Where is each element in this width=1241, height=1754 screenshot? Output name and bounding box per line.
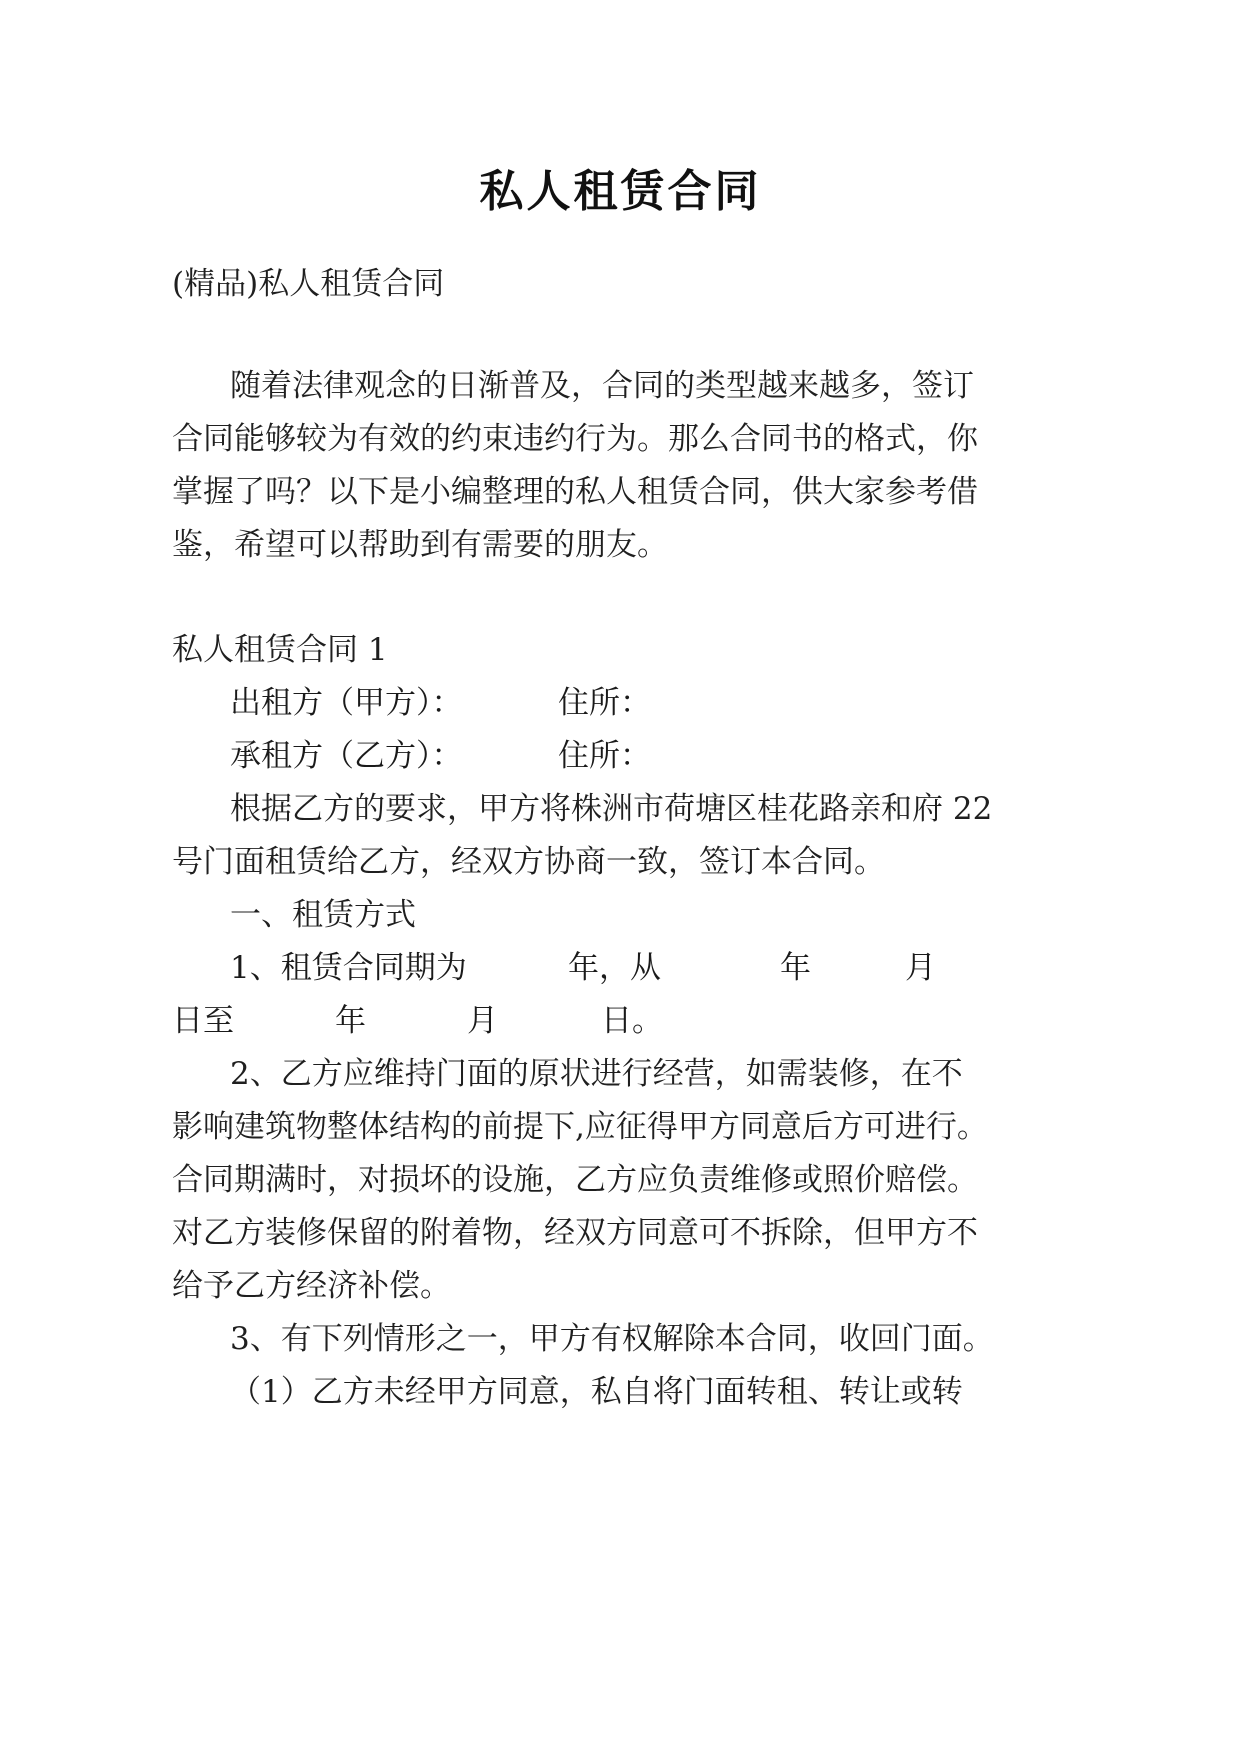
- intro-line-2: 合同能够较为有效的约束违约行为。那么合同书的格式，你: [172, 421, 978, 457]
- item2-line-4: 对乙方装修保留的附着物，经双方同意可不拆除，但甲方不: [172, 1215, 978, 1251]
- document-subtitle: (精品)私人租赁合同: [172, 266, 445, 302]
- term-part3: 年: [780, 950, 811, 986]
- term-part6: 年: [335, 1003, 366, 1039]
- lessee-address-label: 住所：: [558, 738, 651, 774]
- intro-line-3: 掌握了吗？以下是小编整理的私人租赁合同，供大家参考借: [172, 474, 978, 510]
- term-part8: 日。: [601, 1003, 663, 1039]
- term-part2: 年，从: [568, 950, 661, 986]
- term-part1: 1、租赁合同期为: [230, 950, 467, 986]
- lessor-address-label: 住所：: [558, 685, 651, 721]
- item3-sub1-line: （1）乙方未经甲方同意，私自将门面转租、转让或转: [230, 1374, 963, 1410]
- item2-line-2: 影响建筑物整体结构的前提下,应征得甲方同意后方可进行。: [172, 1109, 988, 1145]
- lessee-label: 承租方（乙方）：: [230, 738, 463, 774]
- intro-line-4: 鉴，希望可以帮助到有需要的朋友。: [172, 527, 668, 563]
- section-heading: 私人租赁合同 1: [172, 632, 388, 668]
- document-title: 私人租赁合同: [479, 166, 762, 217]
- term-part5: 日至: [172, 1003, 234, 1039]
- term-part7: 月: [467, 1003, 498, 1039]
- item2-line-3: 合同期满时，对损坏的设施，乙方应负责维修或照价赔偿。: [172, 1162, 978, 1198]
- item3-line: 3、有下列情形之一，甲方有权解除本合同，收回门面。: [230, 1321, 994, 1357]
- basis-line-1: 根据乙方的要求，甲方将株洲市荷塘区桂花路亲和府 22: [230, 791, 993, 827]
- term-part4: 月: [905, 950, 936, 986]
- clause1-heading: 一、租赁方式: [230, 897, 416, 933]
- intro-line-1: 随着法律观念的日渐普及，合同的类型越来越多，签订: [230, 368, 974, 404]
- item2-line-1: 2、乙方应维持门面的原状进行经营，如需装修，在不: [230, 1056, 963, 1092]
- item2-line-5: 给予乙方经济补偿。: [172, 1268, 451, 1304]
- basis-line-2: 号门面租赁给乙方，经双方协商一致，签订本合同。: [172, 844, 885, 880]
- lessor-label: 出租方（甲方）：: [230, 685, 463, 721]
